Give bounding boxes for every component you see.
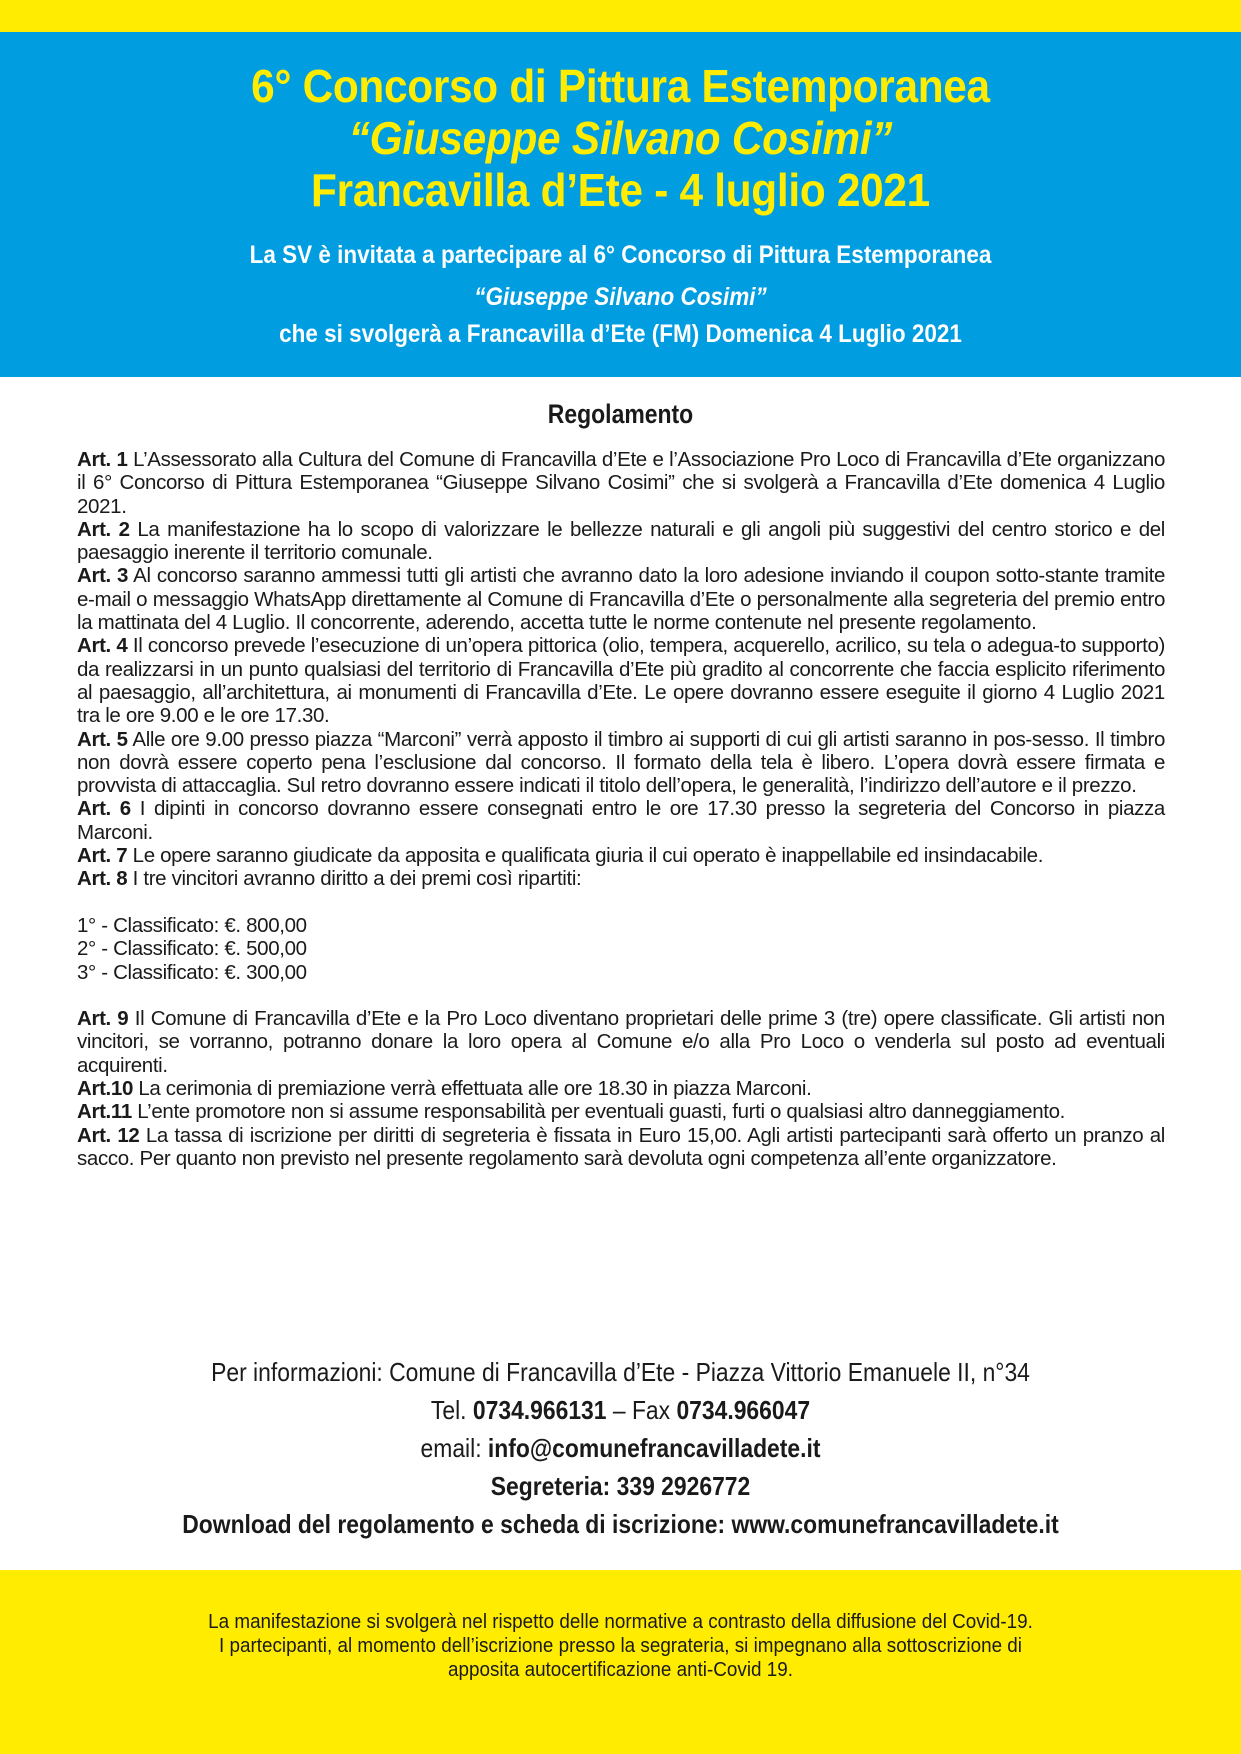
fax-number: 0734.966047 (676, 1395, 811, 1425)
article (77, 1100, 1165, 1123)
spacer (77, 891, 1165, 914)
title-line-1: 6° Concorso di Pittura Estemporanea (251, 60, 990, 112)
info-email (74, 1429, 1166, 1467)
tel-label: Tel. (430, 1395, 473, 1425)
segreteria-phone[interactable]: 339 2926772 (616, 1471, 751, 1501)
article (77, 518, 1165, 565)
article-text: L’ente promotore non si assume responsabilità per eventuali guasti, furti o qualsiasi altro danneggiamento. (131, 1100, 1066, 1124)
article (77, 867, 1165, 890)
prize-item: 2° - Classificato: €. 500,00 (77, 937, 307, 961)
article-text: Alle ore 9.00 presso piazza “Marconi” verrà apposto il timbro ai supporti di cui gli artisti saranno in pos-sesso. Il timbro non dovrà essere coperto pena l’esclusione dal concorso. Il formato della tela è libero. L’opera dovrà essere firmata e provvista di attaccaglia. Sul retro dovranno essere indicati il titolo dell’opera, le generalità, l’indirizzo dell’autore e il prezzo. (77, 727, 1165, 798)
article-number: Art. 4 (77, 634, 128, 658)
info-download (74, 1505, 1166, 1543)
regolamento-title: Regolamento (547, 399, 694, 429)
article (77, 1124, 1165, 1171)
article-number: Art. 5 (77, 727, 128, 751)
info-segreteria (74, 1467, 1166, 1505)
article-number: Art. 3 (77, 564, 129, 588)
article-text: Le opere saranno giudicate da apposita e qualificata giuria il cui operato è inappellabile ed insindacabile. (127, 844, 1044, 868)
article-number: Art.11 (77, 1100, 132, 1124)
article-number: Art. 2 (77, 517, 130, 541)
article-number: Art. 1 (77, 448, 128, 471)
article-text: Il Comune di Francavilla d’Ete e la Pro Loco diventano proprietari delle prime 3 (tre) opere classificate. Gli artisti non vincitori, se vorranno, potranno donare la loro opera al Comune e/o alla Pro Loco o venderla sul posto ad eventuali acquirenti. (77, 1007, 1165, 1077)
website-link[interactable]: www.comunefrancavilladete.it (731, 1509, 1059, 1539)
article-text: I dipinti in concorso dovranno essere consegnati entro le ore 17.30 presso la segreteria del Concorso in piazza Marconi. (77, 797, 1165, 844)
regolamento-body (77, 448, 1165, 1170)
invite-line-2: “Giuseppe Silvano Cosimi” (474, 283, 767, 311)
tel-number[interactable]: 0734.966131 (472, 1395, 607, 1425)
covid-line-1: La manifestazione si svolgerà nel rispetto delle normative a contrasto della diffusione del Covid-19. (208, 1610, 1033, 1633)
info-phone-fax (74, 1391, 1166, 1429)
prize-item: 1° - Classificato: €. 800,00 (77, 913, 307, 937)
article (77, 728, 1165, 798)
covid-notice (0, 1610, 1241, 1682)
article-number: Art. 6 (77, 797, 131, 821)
fax-label: – Fax (606, 1395, 677, 1425)
invite-line-3: che si svolgerà a Francavilla d’Ete (FM) Domenica 4 Luglio 2021 (279, 320, 962, 348)
article-number: Art.10 (77, 1077, 134, 1101)
article-text: La manifestazione ha lo scopo di valorizzare le bellezze naturali e gli angoli più suggestivi del centro storico e del paesaggio inerente il territorio comunale. (77, 517, 1165, 565)
invite-line-1: La SV è invitata a partecipare al 6° Concorso di Pittura Estemporanea (249, 241, 992, 269)
article-text: I tre vincitori avranno diritto a dei premi così ripartiti: (127, 867, 582, 891)
info-address: Per informazioni: Comune di Francavilla d’Ete - Piazza Vittorio Emanuele II, n°34 (211, 1357, 1030, 1387)
article-number: Art. 12 (77, 1123, 140, 1147)
segreteria-label: Segreteria: (490, 1471, 617, 1501)
article (77, 1007, 1165, 1077)
prize-item: 3° - Classificato: €. 300,00 (77, 960, 307, 984)
article-text: Al concorso saranno ammessi tutti gli artisti che avranno dato la loro adesione inviando il coupon sotto-stante tramite e-mail o messaggio WhatsApp direttamente al Comune di Francavilla d’Ete o personalmente alla segreteria del premio entro la mattinata del 4 Luglio. Il concorrente, aderendo, accetta tutte le norme contenute nel presente regolamento. (77, 564, 1165, 635)
covid-line-2: I partecipanti, al momento dell’iscrizione presso la segrateria, si impegnano alla sottoscrizione di (218, 1634, 1022, 1657)
article-text: L’Assessorato alla Cultura del Comune di Francavilla d’Ete e l’Associazione Pro Loco di Francavilla d’Ete organizzano il 6° Concorso di Pittura Estemporanea “Giuseppe Silvano Cosimi” che si svolgerà a Francavilla d’Ete domenica 4 Luglio 2021. (77, 448, 1165, 518)
article (77, 564, 1165, 634)
article (77, 634, 1165, 727)
email-link[interactable]: info@comunefrancavilladete.it (487, 1433, 821, 1463)
article (77, 844, 1165, 867)
article (77, 448, 1165, 518)
article-number: Art. 7 (77, 844, 128, 868)
email-label: email: (420, 1433, 488, 1463)
covid-line-3: apposita autocertificazione anti-Covid 19. (448, 1658, 793, 1681)
contact-info (0, 1353, 1241, 1543)
article-text: La tassa di iscrizione per diritti di segreteria è fissata in Euro 15,00. Agli artisti partecipanti sarà offerto un pranzo al sacco. Per quanto non previsto nel presente regolamento sarà devoluta ogni competenza all’ente organizzatore. (77, 1123, 1166, 1170)
top-yellow-band (0, 0, 1241, 32)
article-text: Il concorso prevede l’esecuzione di un’opera pittorica (olio, tempera, acquerello, acrilico, su tela o adegua-to supporto) da realizzarsi in un punto qualsiasi del territorio di Francavilla d’Ete più gradito al concorrente che faccia esplicito riferimento al paesaggio, all’architettura, ai monumenti di Francavilla d’Ete. Le opere dovranno essere eseguite il giorno 4 Luglio 2021 tra le ore 9.00 e le ore 17.30. (77, 634, 1165, 728)
title-line-3: Francavilla d’Ete - 4 luglio 2021 (311, 164, 930, 216)
download-label: Download del regolamento e scheda di iscrizione: (182, 1509, 732, 1539)
spacer (77, 984, 1165, 1007)
article (77, 1077, 1165, 1100)
title-line-2: “Giuseppe Silvano Cosimi” (348, 112, 893, 164)
article-text: La cerimonia di premiazione verrà effettuata alle ore 18.30 in piazza Marconi. (133, 1077, 812, 1101)
article-number: Art. 8 (77, 867, 128, 891)
covid-notice-band (0, 1570, 1241, 1754)
article (77, 797, 1165, 844)
header-banner (0, 32, 1241, 377)
article-number: Art. 9 (77, 1007, 129, 1031)
